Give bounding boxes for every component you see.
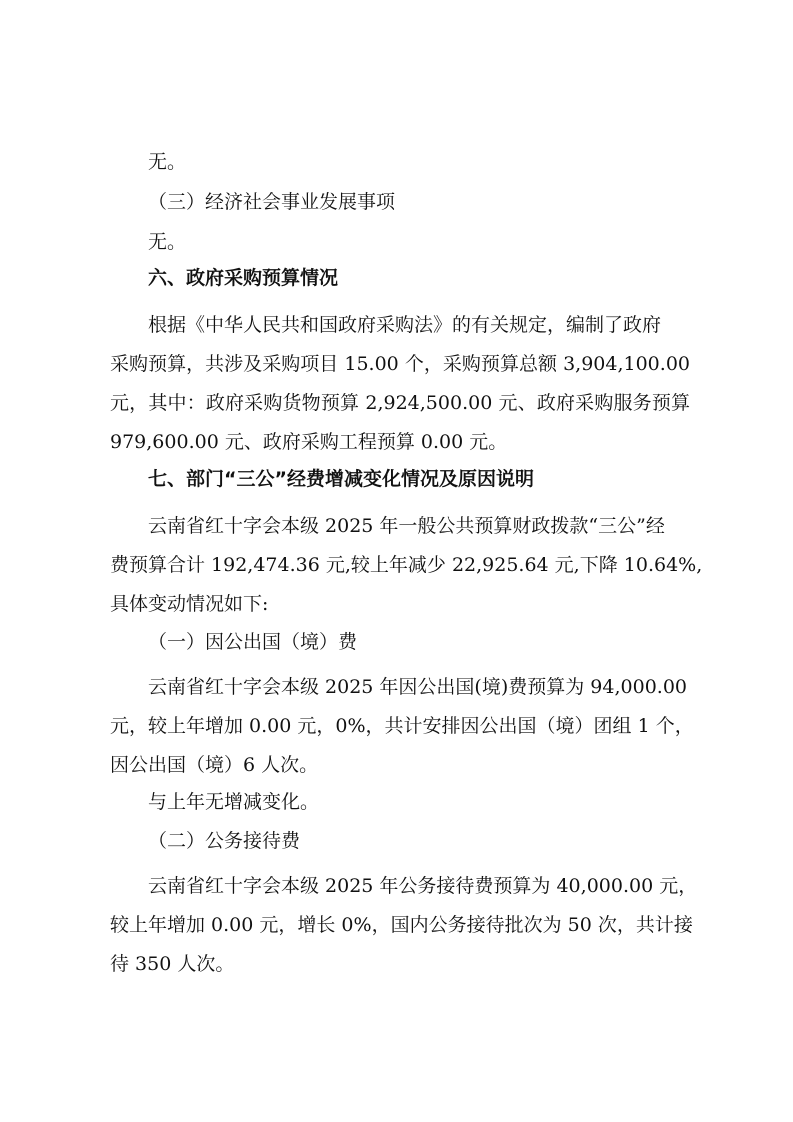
paragraph-three-public-line-3: 具体变动情况如下: <box>110 593 269 615</box>
paragraph-overseas-line-2: 元，较上年增加 0.00 元，0%，共计安排因公出国（境）团组 1 个， <box>110 715 694 737</box>
paragraph-overseas-line-3: 因公出国（境）6 人次。 <box>110 754 319 776</box>
paragraph-procurement-line-2: 采购预算，共涉及采购项目 15.00 个，采购预算总额 3,904,100.00 <box>110 353 690 375</box>
paragraph-procurement-line-1: 根据《中华人民共和国政府采购法》的有关规定，编制了政府 <box>148 314 662 336</box>
paragraph-overseas-line-1: 云南省红十字会本级 2025 年因公出国(境)费预算为 94,000.00 <box>148 676 687 698</box>
section-heading-procurement: 六、政府采购预算情况 <box>148 267 339 289</box>
text-none-1: 无。 <box>148 151 187 173</box>
paragraph-three-public-line-2: 费预算合计 192,474.36 元,较上年减少 22,925.64 元,下降 10.64%, <box>110 554 703 576</box>
text-none-2: 无。 <box>148 231 187 253</box>
paragraph-reception-line-1: 云南省红十字会本级 2025 年公务接待费预算为 40,000.00 元， <box>148 875 698 897</box>
paragraph-no-change: 与上年无增减变化。 <box>148 791 320 813</box>
paragraph-reception-line-3: 待 350 人次。 <box>110 953 235 975</box>
paragraph-procurement-line-4: 979,600.00 元、政府采购工程预算 0.00 元。 <box>110 431 508 453</box>
paragraph-reception-line-2: 较上年增加 0.00 元，增长 0%，国内公务接待批次为 50 次，共计接 <box>110 914 693 936</box>
section-heading-three-public: 七、部门“三公”经费增减变化情况及原因说明 <box>148 468 534 490</box>
paragraph-three-public-line-1: 云南省红十字会本级 2025 年一般公共预算财政拨款“三公”经 <box>148 515 665 537</box>
paragraph-procurement-line-3: 元，其中：政府采购货物预算 2,924,500.00 元、政府采购服务预算 <box>110 392 690 414</box>
subheading-overseas: （一）因公出国（境）费 <box>148 631 358 653</box>
subheading-economic-social: （三）经济社会事业发展事项 <box>148 191 396 213</box>
subheading-reception: （二）公务接待费 <box>148 830 301 852</box>
